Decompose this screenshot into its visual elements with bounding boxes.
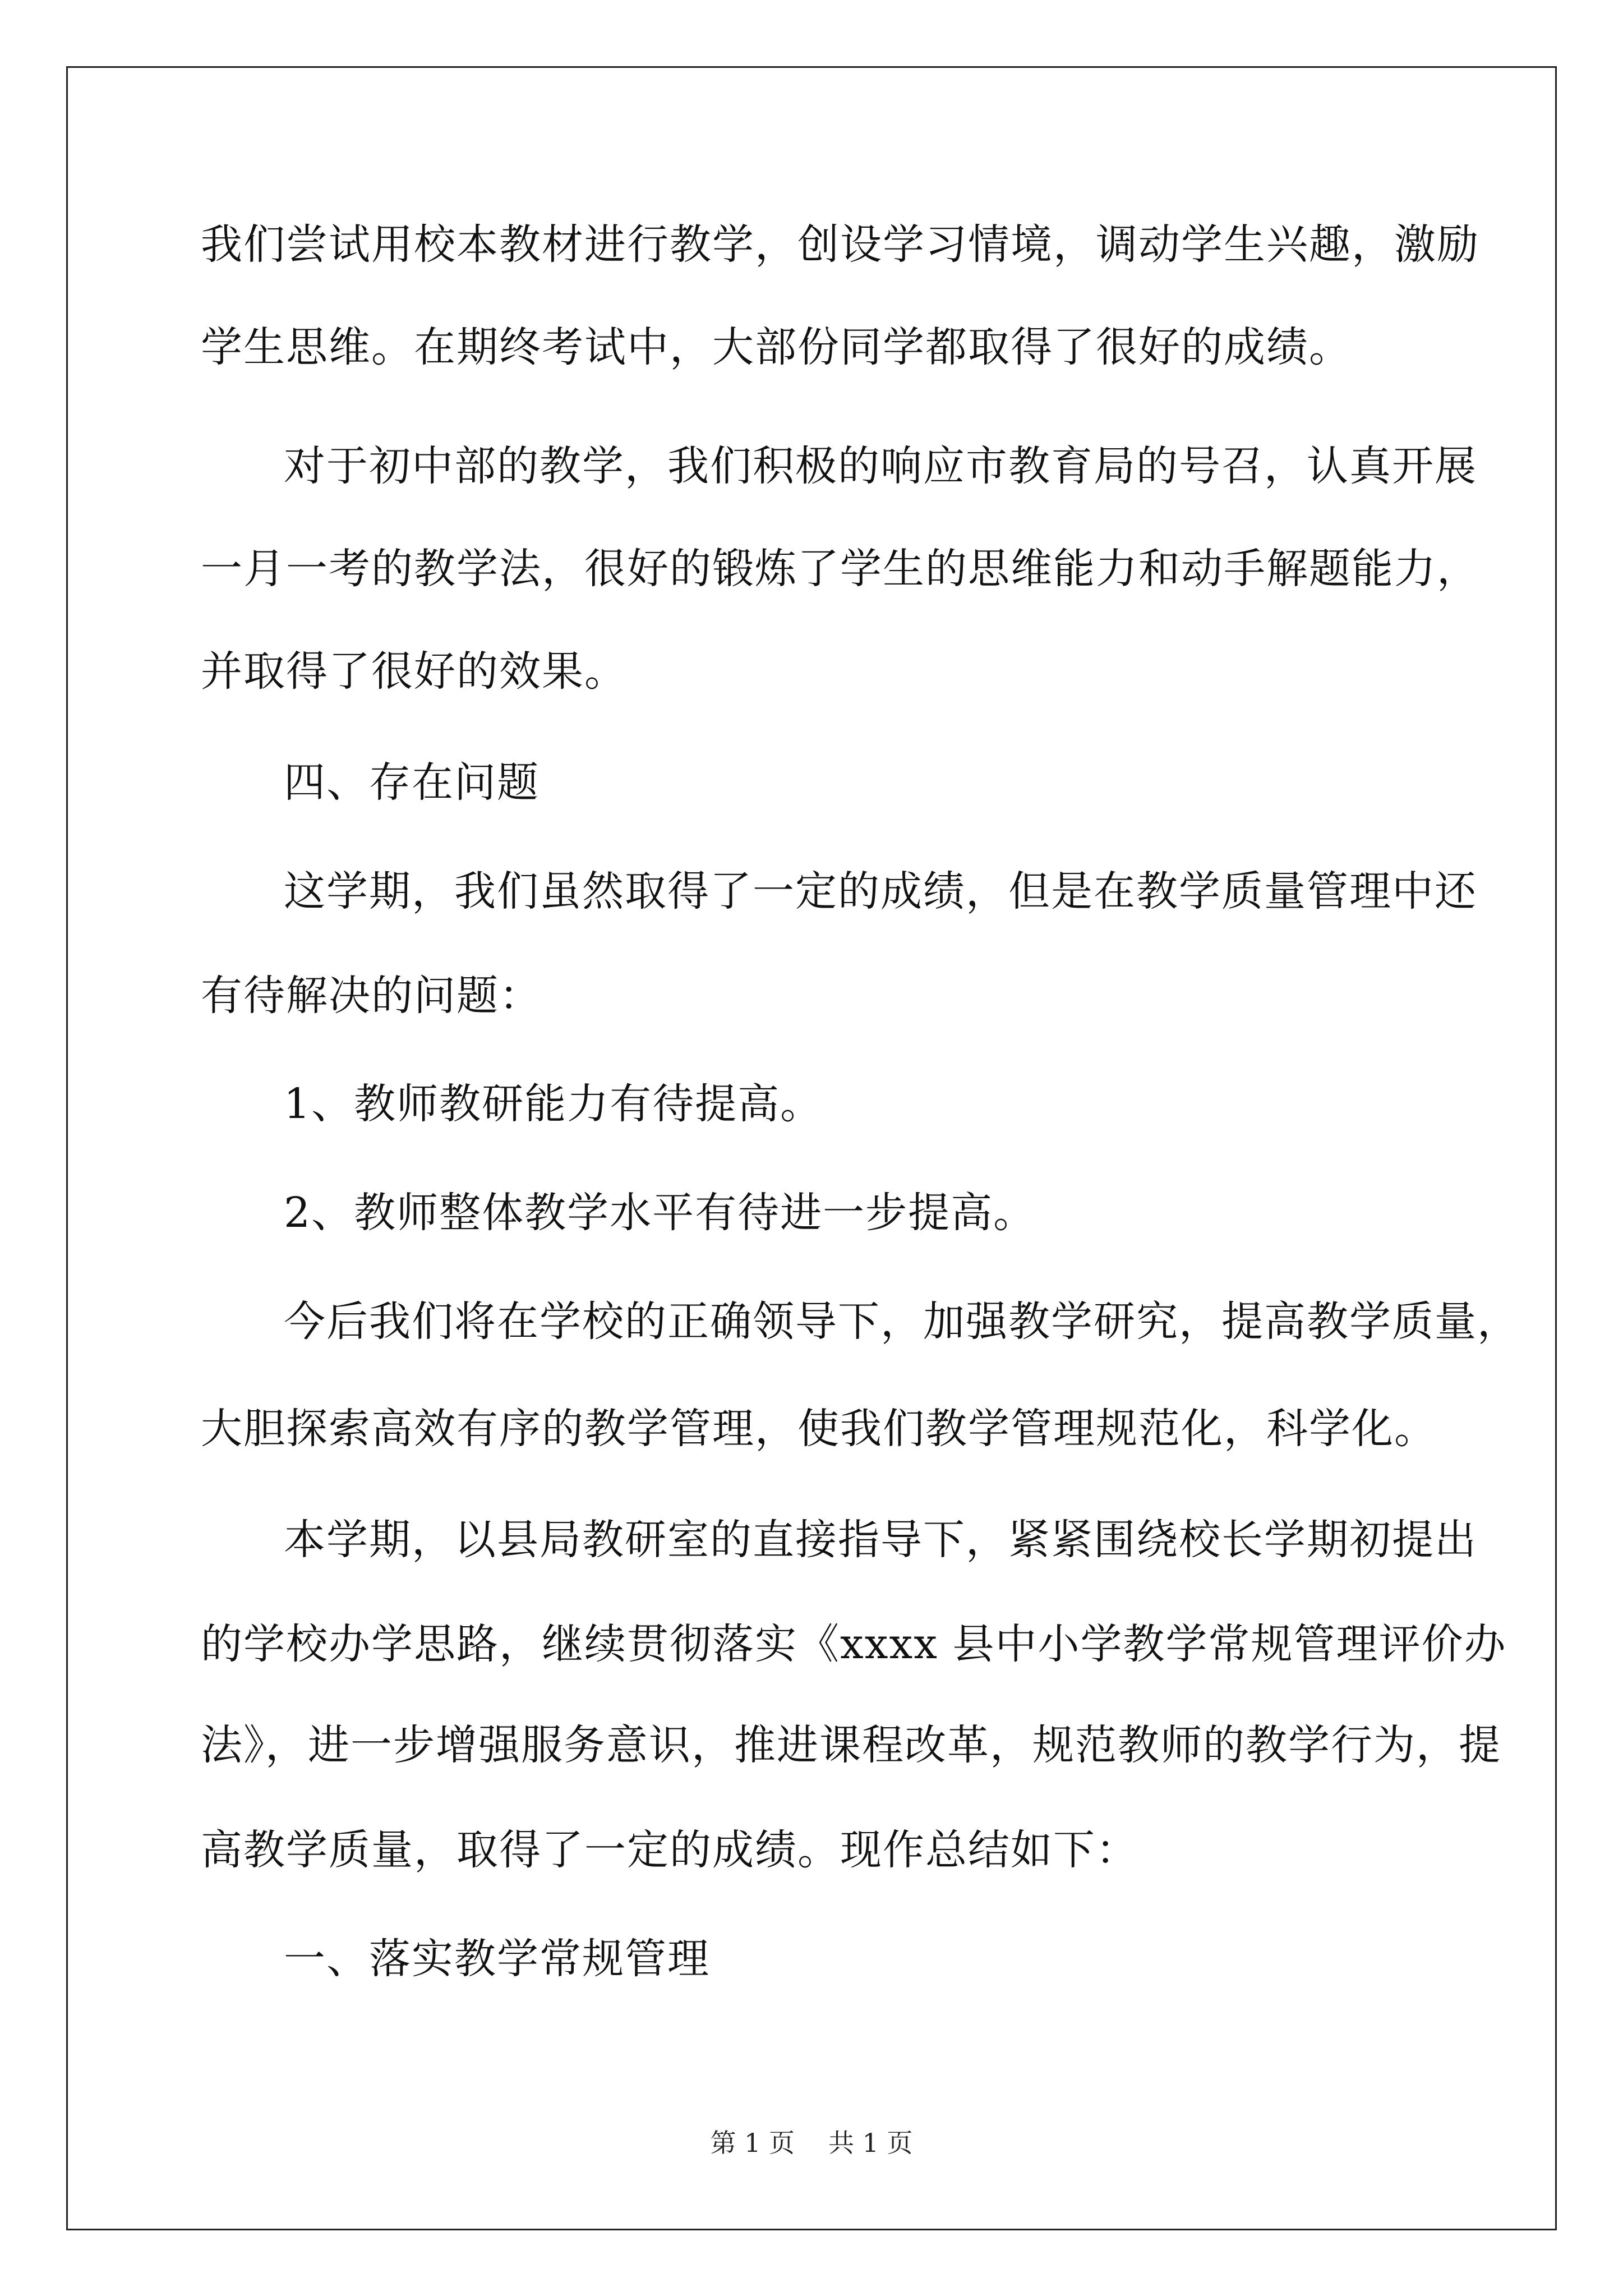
page-footer bbox=[0, 2126, 1623, 2160]
list-item: 1、教师教研能力有待提高。 bbox=[284, 1080, 823, 1128]
page-border bbox=[66, 66, 1557, 2230]
text-line: 的学校办学思路，继续贯彻落实《xxxx 县中小学教学常规管理评价办 bbox=[201, 1620, 1507, 1668]
text-line: 并取得了很好的效果。 bbox=[201, 647, 627, 696]
text-line: 高教学质量，取得了一定的成绩。现作总结如下： bbox=[201, 1826, 1138, 1874]
text-line: 对于初中部的教学，我们积极的响应市教育局的号召，认真开展 bbox=[284, 442, 1477, 490]
text-line: 本学期，以县局教研室的直接指导下，紧紧围绕校长学期初提出 bbox=[284, 1516, 1477, 1564]
text-line: 这学期，我们虽然取得了一定的成绩，但是在教学质量管理中还 bbox=[284, 867, 1477, 915]
list-item: 2、教师整体教学水平有待进一步提高。 bbox=[284, 1189, 1036, 1237]
text-line: 大胆探索高效有序的教学管理，使我们教学管理规范化，科学化。 bbox=[201, 1405, 1437, 1453]
page-number: 第 1 页 bbox=[710, 2128, 795, 2158]
text-line: 一月一考的教学法，很好的锻炼了学生的思维能力和动手解题能力， bbox=[201, 545, 1479, 593]
section-heading: 四、存在问题 bbox=[284, 758, 540, 807]
text-line: 今后我们将在学校的正确领导下，加强教学研究，提高教学质量， bbox=[284, 1297, 1520, 1346]
text-line: 我们尝试用校本教材进行教学，创设学习情境，调动学生兴趣，激励 bbox=[201, 220, 1479, 269]
section-heading: 一、落实教学常规管理 bbox=[284, 1935, 710, 1983]
text-line: 学生思维。在期终考试中，大部份同学都取得了很好的成绩。 bbox=[201, 323, 1352, 371]
text-line: 法》，进一步增强服务意识，推进课程改革，规范教师的教学行为，提 bbox=[201, 1721, 1501, 1769]
page-total: 共 1 页 bbox=[828, 2128, 913, 2158]
text-line: 有待解决的问题： bbox=[201, 972, 542, 1020]
